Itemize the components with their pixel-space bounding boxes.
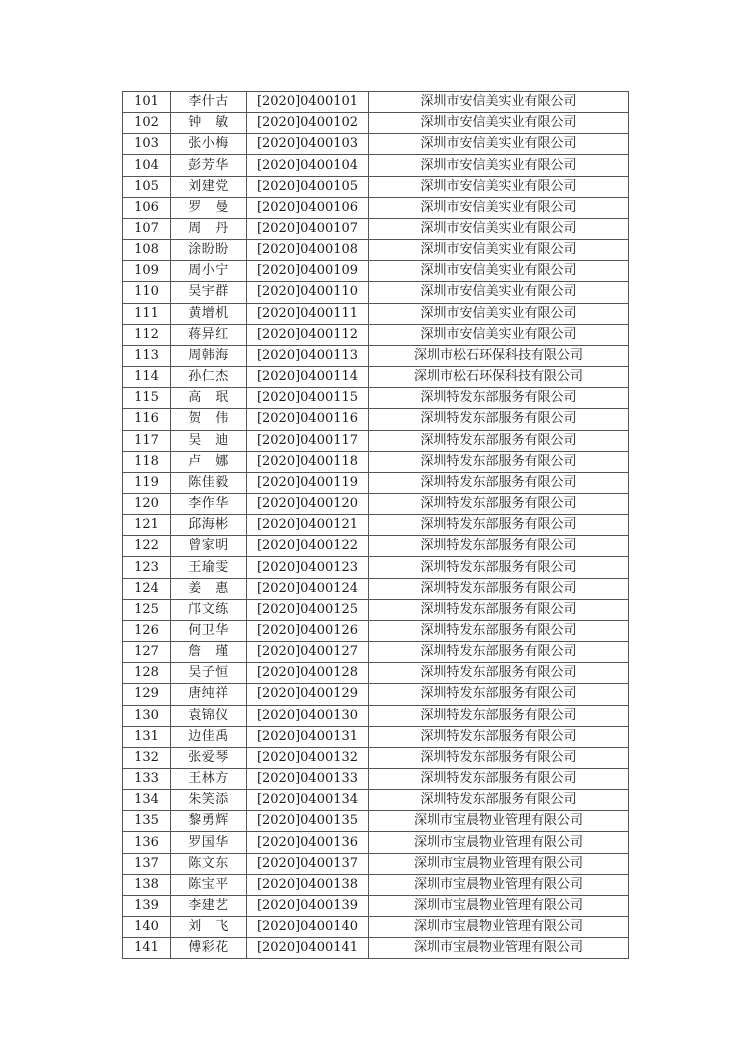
certificate-roster-table [122,91,629,959]
certificate-number-cell: [2020]0400123 [247,557,369,578]
row-number-cell: 127 [123,642,171,663]
person-name-cell: 李建艺 [171,895,247,916]
row-number-cell: 118 [123,451,171,472]
table-row [123,515,629,536]
row-number-cell: 134 [123,790,171,811]
certificate-number-cell: [2020]0400124 [247,578,369,599]
row-number-cell: 139 [123,895,171,916]
row-number-cell: 120 [123,493,171,514]
company-name-cell: 深圳市宝晨物业管理有限公司 [369,938,629,959]
certificate-number-cell: [2020]0400135 [247,811,369,832]
table-row [123,726,629,747]
certificate-number-cell: [2020]0400141 [247,938,369,959]
person-name-cell: 吴 迪 [171,430,247,451]
table-row [123,218,629,239]
person-name-cell: 陈文东 [171,853,247,874]
table-row [123,578,629,599]
person-name-cell: 黄增机 [171,303,247,324]
certificate-number-cell: [2020]0400112 [247,324,369,345]
person-name-cell: 邝文练 [171,599,247,620]
person-name-cell: 邱海彬 [171,515,247,536]
person-name-cell: 钟 敏 [171,113,247,134]
certificate-number-cell: [2020]0400114 [247,367,369,388]
certificate-number-cell: [2020]0400140 [247,917,369,938]
table-row [123,599,629,620]
certificate-number-cell: [2020]0400122 [247,536,369,557]
table-row [123,92,629,113]
certificate-number-cell: [2020]0400111 [247,303,369,324]
company-name-cell: 深圳特发东部服务有限公司 [369,642,629,663]
company-name-cell: 深圳特发东部服务有限公司 [369,472,629,493]
person-name-cell: 孙仁杰 [171,367,247,388]
certificate-number-cell: [2020]0400119 [247,472,369,493]
table-row [123,113,629,134]
certificate-number-cell: [2020]0400101 [247,92,369,113]
row-number-cell: 110 [123,282,171,303]
company-name-cell: 深圳市安信美实业有限公司 [369,113,629,134]
row-number-cell: 136 [123,832,171,853]
person-name-cell: 李作华 [171,493,247,514]
certificate-number-cell: [2020]0400103 [247,134,369,155]
row-number-cell: 126 [123,620,171,641]
person-name-cell: 彭芳华 [171,155,247,176]
company-name-cell: 深圳市宝晨物业管理有限公司 [369,895,629,916]
table-row [123,282,629,303]
table-row [123,303,629,324]
company-name-cell: 深圳市宝晨物业管理有限公司 [369,917,629,938]
certificate-number-cell: [2020]0400120 [247,493,369,514]
certificate-number-cell: [2020]0400115 [247,388,369,409]
table-row [123,790,629,811]
table-row [123,938,629,959]
table-row [123,261,629,282]
company-name-cell: 深圳特发东部服务有限公司 [369,430,629,451]
table-row [123,536,629,557]
table-row [123,895,629,916]
certificate-number-cell: [2020]0400127 [247,642,369,663]
certificate-number-cell: [2020]0400133 [247,769,369,790]
company-name-cell: 深圳特发东部服务有限公司 [369,409,629,430]
company-name-cell: 深圳市安信美实业有限公司 [369,92,629,113]
company-name-cell: 深圳特发东部服务有限公司 [369,790,629,811]
table-row [123,663,629,684]
person-name-cell: 周 丹 [171,218,247,239]
person-name-cell: 卢 娜 [171,451,247,472]
certificate-number-cell: [2020]0400104 [247,155,369,176]
certificate-number-cell: [2020]0400136 [247,832,369,853]
person-name-cell: 詹 瑾 [171,642,247,663]
row-number-cell: 106 [123,197,171,218]
row-number-cell: 112 [123,324,171,345]
row-number-cell: 125 [123,599,171,620]
person-name-cell: 吴子恒 [171,663,247,684]
company-name-cell: 深圳市宝晨物业管理有限公司 [369,832,629,853]
certificate-number-cell: [2020]0400130 [247,705,369,726]
person-name-cell: 陈宝平 [171,874,247,895]
person-name-cell: 朱笑添 [171,790,247,811]
row-number-cell: 117 [123,430,171,451]
table-row [123,176,629,197]
row-number-cell: 114 [123,367,171,388]
company-name-cell: 深圳特发东部服务有限公司 [369,620,629,641]
company-name-cell: 深圳特发东部服务有限公司 [369,684,629,705]
row-number-cell: 122 [123,536,171,557]
company-name-cell: 深圳特发东部服务有限公司 [369,747,629,768]
certificate-number-cell: [2020]0400109 [247,261,369,282]
company-name-cell: 深圳特发东部服务有限公司 [369,769,629,790]
row-number-cell: 132 [123,747,171,768]
certificate-number-cell: [2020]0400105 [247,176,369,197]
row-number-cell: 103 [123,134,171,155]
company-name-cell: 深圳特发东部服务有限公司 [369,726,629,747]
person-name-cell: 王瑜雯 [171,557,247,578]
row-number-cell: 119 [123,472,171,493]
person-name-cell: 曾家明 [171,536,247,557]
certificate-number-cell: [2020]0400132 [247,747,369,768]
table-row [123,197,629,218]
table-row [123,155,629,176]
company-name-cell: 深圳市松石环保科技有限公司 [369,367,629,388]
company-name-cell: 深圳特发东部服务有限公司 [369,705,629,726]
company-name-cell: 深圳市宝晨物业管理有限公司 [369,811,629,832]
person-name-cell: 张小梅 [171,134,247,155]
row-number-cell: 105 [123,176,171,197]
company-name-cell: 深圳特发东部服务有限公司 [369,557,629,578]
row-number-cell: 116 [123,409,171,430]
person-name-cell: 刘建党 [171,176,247,197]
row-number-cell: 101 [123,92,171,113]
table-row [123,874,629,895]
certificate-number-cell: [2020]0400125 [247,599,369,620]
row-number-cell: 133 [123,769,171,790]
person-name-cell: 姜 惠 [171,578,247,599]
company-name-cell: 深圳特发东部服务有限公司 [369,536,629,557]
table-row [123,472,629,493]
person-name-cell: 贺 伟 [171,409,247,430]
company-name-cell: 深圳特发东部服务有限公司 [369,578,629,599]
table-row [123,832,629,853]
certificate-number-cell: [2020]0400139 [247,895,369,916]
row-number-cell: 104 [123,155,171,176]
person-name-cell: 李什古 [171,92,247,113]
person-name-cell: 蒋异红 [171,324,247,345]
person-name-cell: 周小宁 [171,261,247,282]
person-name-cell: 傅彩花 [171,938,247,959]
table-row [123,620,629,641]
person-name-cell: 陈佳毅 [171,472,247,493]
table-row [123,409,629,430]
company-name-cell: 深圳特发东部服务有限公司 [369,663,629,684]
table-row [123,451,629,472]
company-name-cell: 深圳市安信美实业有限公司 [369,303,629,324]
certificate-number-cell: [2020]0400117 [247,430,369,451]
row-number-cell: 102 [123,113,171,134]
table-row [123,430,629,451]
row-number-cell: 129 [123,684,171,705]
certificate-number-cell: [2020]0400121 [247,515,369,536]
table-row [123,811,629,832]
table-row [123,917,629,938]
company-name-cell: 深圳市宝晨物业管理有限公司 [369,853,629,874]
row-number-cell: 115 [123,388,171,409]
person-name-cell: 高 珉 [171,388,247,409]
table-row [123,853,629,874]
person-name-cell: 张爱琴 [171,747,247,768]
row-number-cell: 111 [123,303,171,324]
table-row [123,388,629,409]
row-number-cell: 135 [123,811,171,832]
table-row [123,642,629,663]
table-row [123,747,629,768]
certificate-number-cell: [2020]0400126 [247,620,369,641]
company-name-cell: 深圳特发东部服务有限公司 [369,493,629,514]
table-row [123,769,629,790]
company-name-cell: 深圳市安信美实业有限公司 [369,155,629,176]
certificate-number-cell: [2020]0400107 [247,218,369,239]
roster-body [123,92,629,959]
person-name-cell: 吴宇群 [171,282,247,303]
person-name-cell: 周韩海 [171,345,247,366]
row-number-cell: 141 [123,938,171,959]
company-name-cell: 深圳市安信美实业有限公司 [369,197,629,218]
company-name-cell: 深圳特发东部服务有限公司 [369,515,629,536]
row-number-cell: 109 [123,261,171,282]
row-number-cell: 128 [123,663,171,684]
row-number-cell: 130 [123,705,171,726]
certificate-number-cell: [2020]0400134 [247,790,369,811]
row-number-cell: 138 [123,874,171,895]
company-name-cell: 深圳市松石环保科技有限公司 [369,345,629,366]
person-name-cell: 唐纯祥 [171,684,247,705]
company-name-cell: 深圳市宝晨物业管理有限公司 [369,874,629,895]
row-number-cell: 107 [123,218,171,239]
person-name-cell: 罗国华 [171,832,247,853]
certificate-number-cell: [2020]0400137 [247,853,369,874]
table-row [123,493,629,514]
row-number-cell: 140 [123,917,171,938]
certificate-number-cell: [2020]0400118 [247,451,369,472]
company-name-cell: 深圳特发东部服务有限公司 [369,599,629,620]
company-name-cell: 深圳市安信美实业有限公司 [369,282,629,303]
row-number-cell: 113 [123,345,171,366]
company-name-cell: 深圳特发东部服务有限公司 [369,451,629,472]
row-number-cell: 137 [123,853,171,874]
certificate-number-cell: [2020]0400108 [247,240,369,261]
row-number-cell: 131 [123,726,171,747]
table-row [123,324,629,345]
person-name-cell: 王林方 [171,769,247,790]
certificate-number-cell: [2020]0400106 [247,197,369,218]
company-name-cell: 深圳市安信美实业有限公司 [369,218,629,239]
person-name-cell: 罗 曼 [171,197,247,218]
certificate-number-cell: [2020]0400128 [247,663,369,684]
company-name-cell: 深圳特发东部服务有限公司 [369,388,629,409]
person-name-cell: 刘 飞 [171,917,247,938]
table-row [123,345,629,366]
certificate-number-cell: [2020]0400116 [247,409,369,430]
company-name-cell: 深圳市安信美实业有限公司 [369,240,629,261]
certificate-number-cell: [2020]0400102 [247,113,369,134]
person-name-cell: 边佳禹 [171,726,247,747]
row-number-cell: 108 [123,240,171,261]
certificate-number-cell: [2020]0400113 [247,345,369,366]
company-name-cell: 深圳市安信美实业有限公司 [369,324,629,345]
table-row [123,134,629,155]
certificate-number-cell: [2020]0400110 [247,282,369,303]
table-row [123,684,629,705]
certificate-number-cell: [2020]0400138 [247,874,369,895]
company-name-cell: 深圳市安信美实业有限公司 [369,134,629,155]
table-row [123,705,629,726]
company-name-cell: 深圳市安信美实业有限公司 [369,261,629,282]
person-name-cell: 涂盼盼 [171,240,247,261]
person-name-cell: 何卫华 [171,620,247,641]
person-name-cell: 袁锦仪 [171,705,247,726]
row-number-cell: 121 [123,515,171,536]
certificate-number-cell: [2020]0400129 [247,684,369,705]
table-row [123,240,629,261]
row-number-cell: 123 [123,557,171,578]
person-name-cell: 黎勇辉 [171,811,247,832]
company-name-cell: 深圳市安信美实业有限公司 [369,176,629,197]
row-number-cell: 124 [123,578,171,599]
certificate-number-cell: [2020]0400131 [247,726,369,747]
table-row [123,557,629,578]
table-row [123,367,629,388]
